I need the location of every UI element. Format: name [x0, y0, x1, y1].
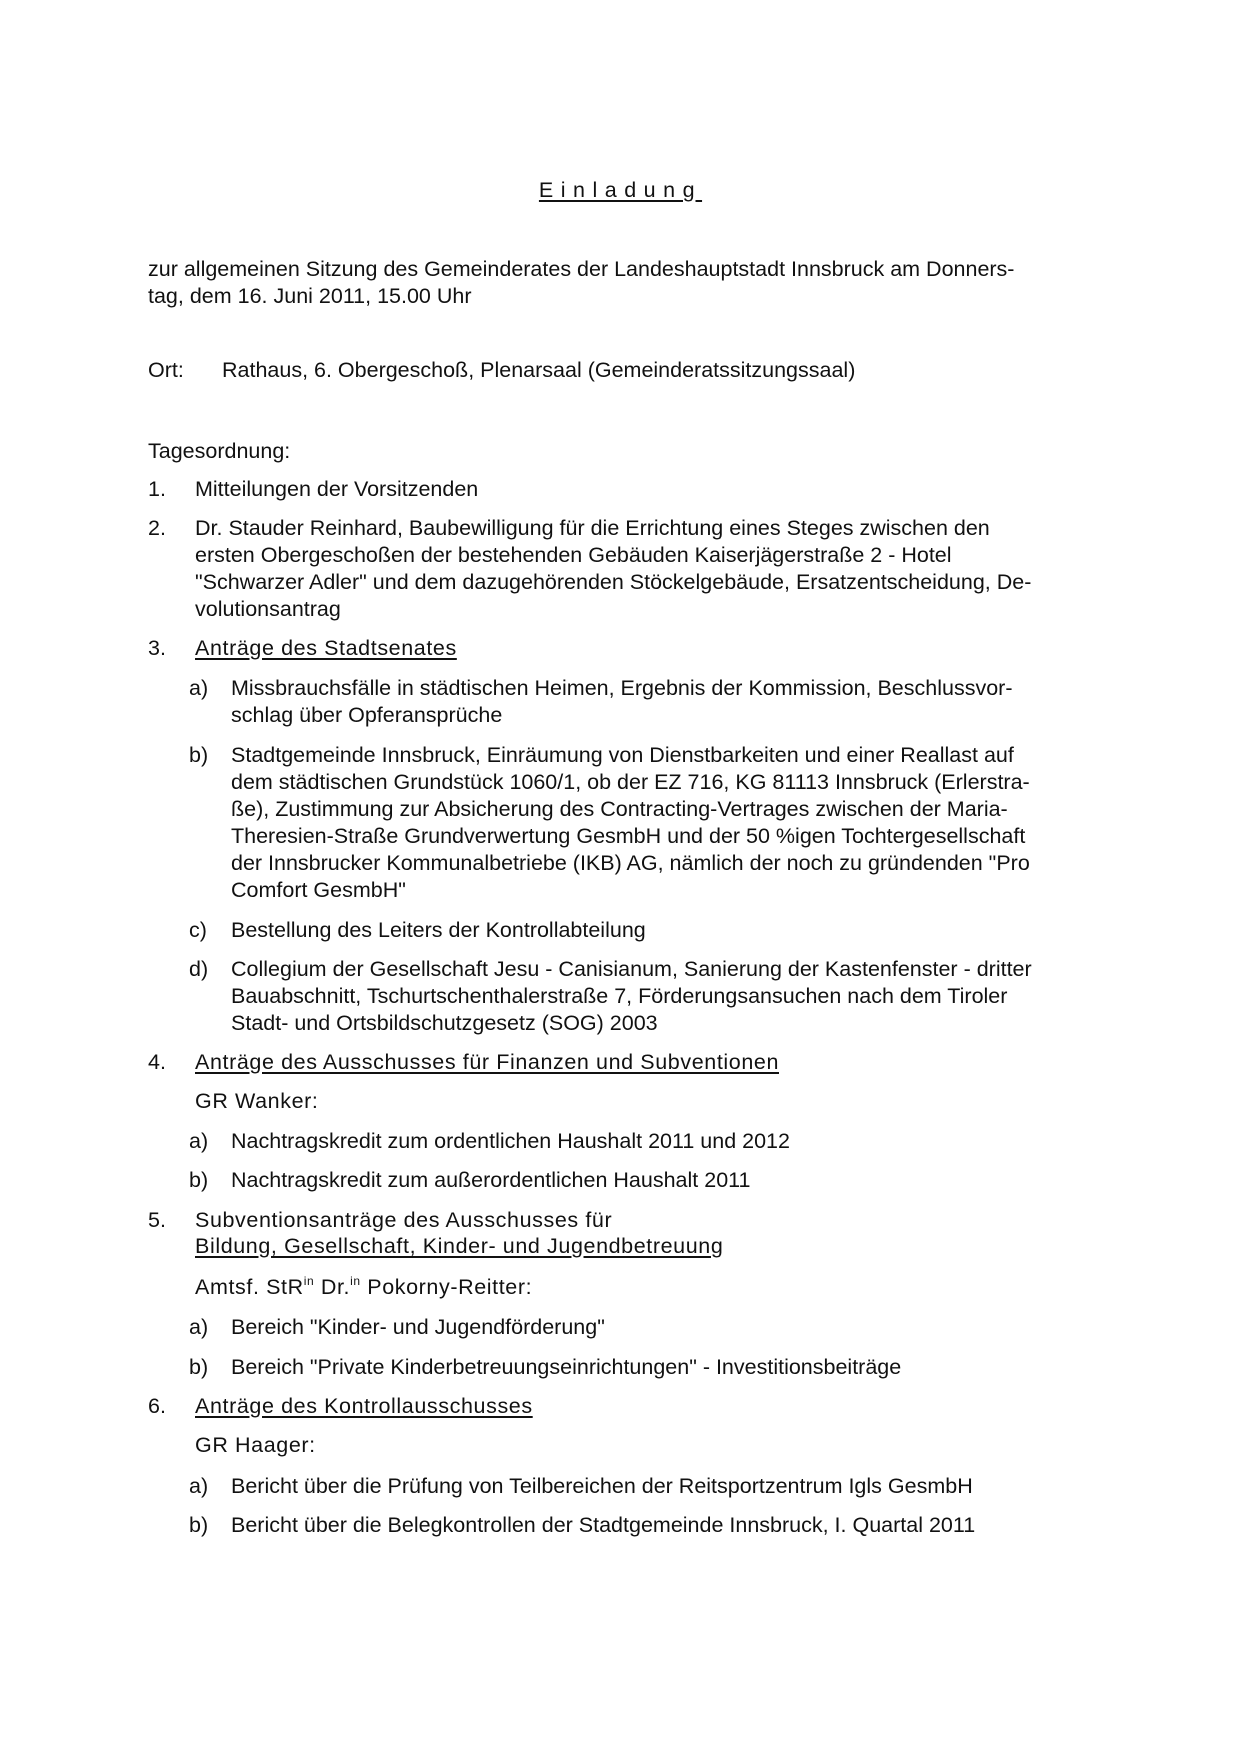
- sub-item-letter: b): [189, 1513, 209, 1537]
- section-heading: Subventionsanträge des Ausschusses für: [195, 1208, 613, 1232]
- sub-item-text: Bereich "Kinder- und Jugendförderung": [231, 1315, 605, 1339]
- intro-line: tag, dem 16. Juni 2011, 15.00 Uhr: [148, 284, 472, 308]
- location-label: Ort:: [148, 358, 184, 382]
- sub-item-text: Bauabschnitt, Tschurtschenthalerstraße 7, Förderungsansuchen nach dem Tiroler: [231, 984, 1008, 1008]
- sub-item-text: Theresien-Straße Grundverwertung GesmbH und der 50 %igen Tochtergesellschaft: [231, 824, 1026, 848]
- section-heading: Anträge des Stadtsenates: [195, 636, 457, 660]
- item-number: 6.: [148, 1394, 166, 1418]
- sub-item-text: Stadtgemeinde Innsbruck, Einräumung von Dienstbarkeiten und einer Reallast auf: [231, 743, 1014, 767]
- sub-item-text: dem städtischen Grundstück 1060/1, ob der EZ 716, KG 81113 Innsbruck (Erlerstra-: [231, 770, 1030, 794]
- location-value: Rathaus, 6. Obergeschoß, Plenarsaal (Gemeinderatssitzungssaal): [222, 358, 856, 382]
- speaker-label: Amtsf. StR$^{in}$ Dr.$^{in}$ Pokorny-Reitter:: [195, 1274, 533, 1299]
- sub-item-text: Bericht über die Prüfung von Teilbereichen der Reitsportzentrum Igls GesmbH: [231, 1474, 973, 1498]
- item-number: 2.: [148, 516, 166, 540]
- document-title: Einladung: [538, 178, 703, 202]
- agenda-item-text: "Schwarzer Adler" und dem dazugehörenden Stöckelgebäude, Ersatzentscheidung, De-: [195, 570, 1032, 594]
- sub-item-text: Missbrauchsfälle in städtischen Heimen, Ergebnis der Kommission, Beschlussvor-: [231, 676, 1013, 700]
- section-heading: Anträge des Ausschusses für Finanzen und Subventionen: [195, 1050, 779, 1074]
- sub-item-letter: b): [189, 1355, 209, 1379]
- agenda-item-text: volutionsantrag: [195, 597, 341, 621]
- sub-item-text: Collegium der Gesellschaft Jesu - Canisianum, Sanierung der Kastenfenster - dritter: [231, 957, 1032, 981]
- item-number: 3.: [148, 636, 166, 660]
- sub-item-text: schlag über Opferansprüche: [231, 703, 503, 727]
- sub-item-letter: b): [189, 743, 209, 767]
- sub-item-text: Stadt- und Ortsbildschutzgesetz (SOG) 2003: [231, 1011, 658, 1035]
- sub-item-letter: a): [189, 1315, 209, 1339]
- speaker-label: GR Wanker:: [195, 1089, 319, 1113]
- sub-item-text: Bestellung des Leiters der Kontrollabteilung: [231, 918, 646, 942]
- sub-item-letter: a): [189, 676, 209, 700]
- item-number: 4.: [148, 1050, 166, 1074]
- sub-item-text: ße), Zustimmung zur Absicherung des Contracting-Vertrages zwischen der Maria-: [231, 797, 1008, 821]
- agenda-item-text: Mitteilungen der Vorsitzenden: [195, 477, 479, 501]
- sub-item-letter: c): [189, 918, 207, 942]
- sub-item-text: der Innsbrucker Kommunalbetriebe (IKB) AG, nämlich der noch zu gründenden "Pro: [231, 851, 1030, 875]
- agenda-item-text: Dr. Stauder Reinhard, Baubewilligung für die Errichtung eines Steges zwischen den: [195, 516, 990, 540]
- sub-item-letter: a): [189, 1474, 209, 1498]
- section-heading: Bildung, Gesellschaft, Kinder- und Jugendbetreuung: [195, 1234, 724, 1258]
- intro-line: zur allgemeinen Sitzung des Gemeinderates der Landeshauptstadt Innsbruck am Donners-: [148, 257, 1015, 281]
- item-number: 5.: [148, 1208, 166, 1232]
- sub-item-text: Bereich "Private Kinderbetreuungseinrichtungen" - Investitionsbeiträge: [231, 1355, 902, 1379]
- speaker-label: GR Haager:: [195, 1433, 316, 1457]
- sub-item-text: Nachtragskredit zum ordentlichen Haushalt 2011 und 2012: [231, 1129, 790, 1153]
- sub-item-letter: a): [189, 1129, 209, 1153]
- sub-item-text: Comfort GesmbH": [231, 878, 406, 902]
- sub-item-text: Bericht über die Belegkontrollen der Stadtgemeinde Innsbruck, I. Quartal 2011: [231, 1513, 976, 1537]
- agenda-label: Tagesordnung:: [148, 439, 291, 463]
- sub-item-letter: d): [189, 957, 209, 981]
- item-number: 1.: [148, 477, 166, 501]
- sub-item-letter: b): [189, 1168, 209, 1192]
- agenda-item-text: ersten Obergeschoßen der bestehenden Gebäuden Kaiserjägerstraße 2 - Hotel: [195, 543, 952, 567]
- sub-item-text: Nachtragskredit zum außerordentlichen Haushalt 2011: [231, 1168, 751, 1192]
- section-heading: Anträge des Kontrollausschusses: [195, 1394, 533, 1418]
